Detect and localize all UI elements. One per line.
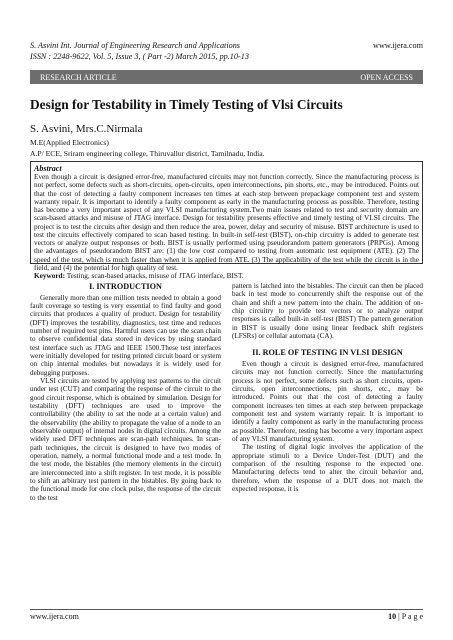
intro-paragraph-3: pattern is latched into the bistables. The circuit can then be placed back in test mode to concurrently shift the response out of the chain and shift a new pattern into the chain. The addition of on-chip circuitry to provide test vectors or to analyze output responses is called built-in self-test (BIST) The pattern generation in BIST is usually done using linear feedback shift registers (LFSRs) or cellular automata (CA). [232, 282, 423, 341]
left-column [30, 282, 221, 587]
abstract-text: Even though a circuit is designed error-free, manufactured circuits may not function correctly. Since the manufacturing process is not perfect, some defects such as short-circuits, open-circuits, open interconnections, pin shorts, etc., may be introduced. Points out that the cost of detecting a faulty component increases ten times at each step between prepackage component test and system warranty repair. It is important to identify a faulty component as early in the manufacturing process as possible. Therefore, testing has become a very important aspect of any VLSI manufacturing system.Two main issues related to test and security domain are scan-based attacks and misuse of JTAG interface. Design for testability presents effective and timely testing of VLSI circuits. The project is to test the circuits after design and then reduce the area, power, delay and security of misuse. BIST architecture is used to test the circuits effectively compared to scan based testing. In built-in self-test (BIST), on-chip circuitry is added to generate test vectors or analyze output responses or both. BIST is usually performed using pseudorandom pattern generators (PRPGs). Among the advantages of pseudorandom BIST are: (1) the low cost compared to testing from automatic test equipment (ATE). (2) The speed of the test, which is much faster than when it is applied from ATE. (3) The applicability of the test while the circuit is in the field, and (4) the potential for high quality of test. [34, 173, 419, 272]
authors: S. Asvini, Mrs.C.Nirmala [30, 123, 143, 135]
right-column [232, 282, 423, 587]
page-label: | P a g e [396, 612, 423, 621]
header-website-link[interactable]: www.ijera.com [373, 41, 423, 50]
open-access-label: OPEN ACCESS [360, 72, 413, 82]
page-number: 10 [388, 612, 397, 621]
abstract-heading: Abstract [34, 164, 62, 173]
section-2-heading: II. ROLE OF TESTING IN VLSI DESIGN [252, 348, 403, 358]
article-type-bar [30, 70, 423, 84]
abstract-box [30, 161, 423, 280]
journal-line-2: ISSN : 2248-9622, Vol. 5, Issue 3, ( Part -2) March 2015, pp.10-13 [30, 51, 249, 61]
role-paragraph-1: Even though a circuit is designed error-free, manufactured circuits may not function correctly. Since the manufacturing process is not perfect, some defects such as short circuits, open-circuits, open interconnections, pin shorts, etc., may be introduced. Points out that the cost of detecting a faulty component increases ten times at each step between prepackage component test and system warranty repair. It is important to identify a faulty component as early in the manufacturing process as possible. Therefore, testing has become a very important aspect of any VLSI manufacturing system. [232, 359, 423, 443]
affiliation-degree: M.E(Applied Electronics) [30, 138, 109, 147]
affiliation-institution: A.P/ ECE, Sriram engineering college, Thiruvallur district, Tamilnadu, India. [30, 149, 265, 158]
keywords-line [34, 272, 419, 280]
role-paragraph-2: The testing of digital logic involves the application of the appropriate stimuli to a Device Under-Test (DUT) and the comparison of the resulting response to the expected one. Manufacturing defects tend to alter the circuit behavior and, therefore, when the response of a DUT does not match the expected response, it is [232, 443, 423, 494]
section-1-heading: I. INTRODUCTION [89, 282, 162, 291]
page-footer-number [388, 612, 423, 621]
keywords-label: Keyword: [34, 272, 66, 280]
paper-title: Design for Testability in Timely Testing of Vlsi Circuits [30, 97, 343, 112]
journal-line-1: S. Asvini Int. Journal of Engineering Research and Applications [30, 41, 240, 50]
research-article-label: RESEARCH ARTICLE [40, 72, 117, 82]
footer-divider [30, 609, 423, 610]
journal-header [30, 41, 249, 62]
intro-paragraph-1: Generally more than one million tests needed to obtain a good fault coverage so testing is very essential to find faulty and good circuits that produces a quality of product. Design for testability (DFT) improves the testability, diagnostics, test time and reduces number of required test pins. Harmful users can use the scan chain to observe confidential data stored in devices by using standard test interface such as JTAG and IEEE 1500.These test interfaces were initially developed for testing printed circuit board or system on chip internal modules but nowadays it is widely used for debugging purposes. [30, 293, 221, 377]
intro-paragraph-2: VLSI circuits are tested by applying test patterns to the circuit under test (CUT) and comparing the response of the circuit to the good circuit response, which is obtained by simulation. Design for testability (DFT) techniques are used to improve the controllability (the ability to set the node at a certain value) and the observability (the ability to propagate the value of a node to an observable output) of internal nodes in digital circuits. Among the widely used DFT techniques are scan-path techniques. In scan-path techniques, the circuit is designed to have two modes of operation, namely, a normal functional mode and a test mode. In the test mode, the bistables (the memory elements in the circuit) are interconnected into a shift register. In test mode, it is possible to shift an arbitrary test pattern in the bistables. By going back to the functional mode for one clock pulse, the response of the circuit to the test [30, 376, 221, 502]
footer-website-link[interactable]: www.ijera.com [30, 612, 79, 621]
keywords-text: Testing, scan-based attacks, misuse of JTAG interface, BIST. [65, 272, 244, 280]
